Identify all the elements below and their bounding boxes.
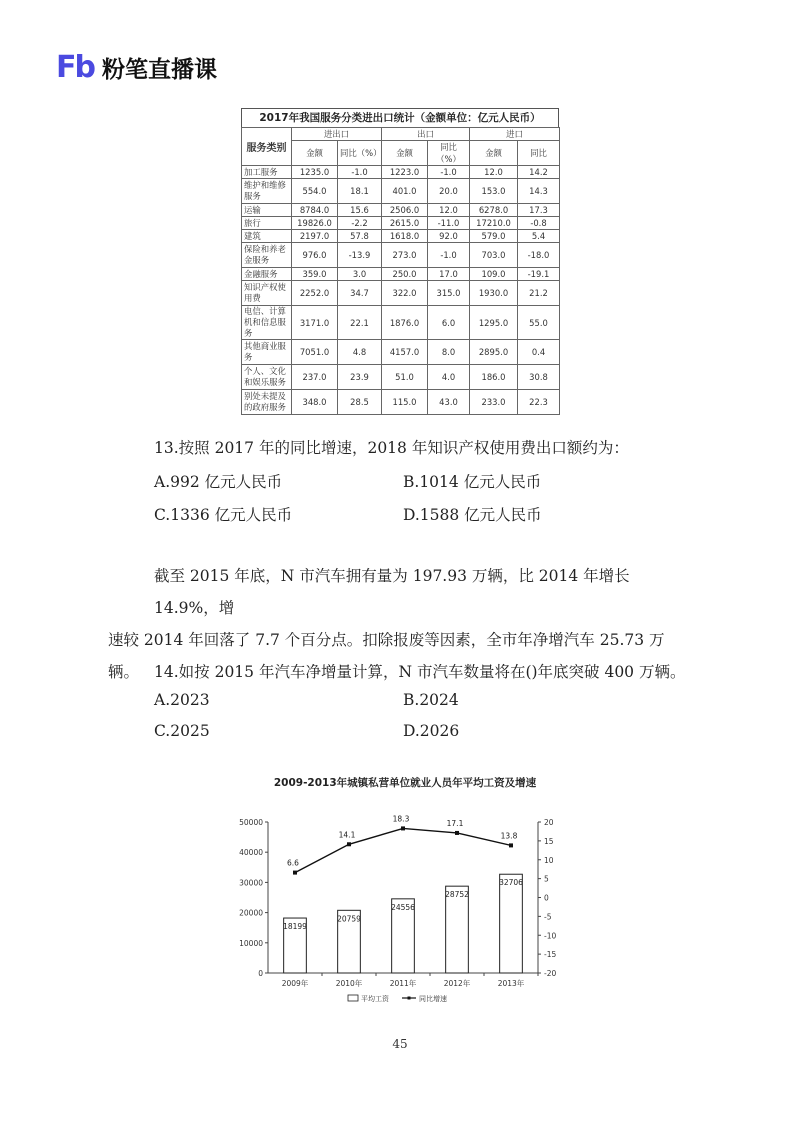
right-tick-label: 0: [544, 893, 549, 903]
brand-name: 粉笔直播课: [101, 56, 217, 83]
legend-line-label: 同比增速: [419, 995, 447, 1003]
table-cell: 17.0: [428, 268, 470, 281]
table-cell: 4.0: [428, 365, 470, 390]
table-row: [242, 268, 560, 281]
brand-mark: Fb: [56, 49, 94, 85]
option-a[interactable]: A.2023: [154, 691, 210, 709]
right-tick-label: -20: [544, 969, 557, 978]
table-cell: 19826.0: [292, 217, 338, 230]
table-cell: 3.0: [338, 268, 382, 281]
growth-line: [295, 828, 511, 872]
table-row: [242, 340, 560, 365]
row-category: 旅行: [242, 217, 292, 230]
growth-label: 13.8: [500, 831, 518, 841]
table-cell: 2197.0: [292, 230, 338, 243]
table-cell: 273.0: [382, 243, 428, 268]
table-row: [242, 204, 560, 217]
left-tick-label: 0: [258, 969, 263, 978]
table-cell: -11.0: [428, 217, 470, 230]
table-cell: 17210.0: [470, 217, 518, 230]
table-cell: 554.0: [292, 179, 338, 204]
table-cell: 2506.0: [382, 204, 428, 217]
table-cell: 348.0: [292, 390, 338, 415]
left-tick-label: 30000: [239, 878, 263, 888]
row-category: 维护和维修服务: [242, 179, 292, 204]
bar-label: 32706: [499, 878, 523, 888]
right-tick-label: -10: [544, 931, 557, 941]
table-cell: -2.2: [338, 217, 382, 230]
growth-label: 17.1: [446, 818, 464, 828]
right-tick-label: 20: [544, 818, 554, 827]
row-category: 运输: [242, 204, 292, 217]
table-cell: 2615.0: [382, 217, 428, 230]
table-row: [242, 230, 560, 243]
table-cell: -1.0: [428, 166, 470, 179]
table-cell: 109.0: [470, 268, 518, 281]
table-cell: 186.0: [470, 365, 518, 390]
stats-table: [241, 127, 560, 415]
bar: [446, 886, 469, 973]
table-cell: 153.0: [470, 179, 518, 204]
growth-label: 14.1: [338, 830, 356, 840]
x-tick-label: 2010年: [335, 979, 363, 988]
page-number: 45: [392, 1037, 408, 1051]
question-14: 14.如按 2015 年汽车净增量计算，N 市汽车数量将在()年底突破 400 万辆。: [154, 663, 686, 681]
table-cell: 322.0: [382, 281, 428, 306]
x-tick-label: 2009年: [281, 979, 309, 988]
sub-header: 金额: [292, 141, 338, 166]
table-body: [242, 166, 560, 415]
table-cell: 5.4: [518, 230, 560, 243]
table-cell: 6.0: [428, 306, 470, 340]
growth-label: 6.6: [287, 858, 299, 868]
growth-point: [455, 831, 459, 835]
table-cell: 1930.0: [470, 281, 518, 306]
right-tick-label: -5: [544, 912, 552, 922]
legend-bar-label: 平均工资: [361, 995, 389, 1003]
growth-point: [509, 843, 513, 847]
table-row: [242, 217, 560, 230]
table-cell: 250.0: [382, 268, 428, 281]
left-tick-label: 50000: [239, 818, 263, 827]
table-cell: -0.8: [518, 217, 560, 230]
table-cell: 401.0: [382, 179, 428, 204]
table-cell: 55.0: [518, 306, 560, 340]
option-c[interactable]: C.2025: [154, 722, 210, 740]
row-category: 建筑: [242, 230, 292, 243]
option-a[interactable]: A.992 亿元人民币: [154, 473, 283, 491]
growth-point: [401, 826, 405, 830]
table-cell: 14.3: [518, 179, 560, 204]
passage-line: 速较 2014 年回落了 7.7 个百分点。扣除报废等因素，全市年净增汽车 25.73 万: [108, 631, 665, 649]
right-tick-label: 10: [544, 855, 554, 865]
table-cell: 115.0: [382, 390, 428, 415]
table-cell: 315.0: [428, 281, 470, 306]
table-cell: 18.1: [338, 179, 382, 204]
sub-header: 同比（%）: [338, 141, 382, 166]
table-cell: 20.0: [428, 179, 470, 204]
table-cell: 57.8: [338, 230, 382, 243]
x-tick-label: 2013年: [497, 979, 525, 988]
row-category: 保险和养老金服务: [242, 243, 292, 268]
row-category: 别处未提及的政府服务: [242, 390, 292, 415]
table-cell: 703.0: [470, 243, 518, 268]
table-cell: 51.0: [382, 365, 428, 390]
question-13: 13.按照 2017 年的同比增速，2018 年知识产权使用费出口额约为：: [154, 439, 629, 457]
table-cell: 4.8: [338, 340, 382, 365]
table-cell: 0.4: [518, 340, 560, 365]
table-cell: -19.1: [518, 268, 560, 281]
table-cell: 8.0: [428, 340, 470, 365]
table-cell: 1876.0: [382, 306, 428, 340]
growth-label: 18.3: [392, 814, 410, 824]
table-row: [242, 179, 560, 204]
option-b[interactable]: B.1014 亿元人民币: [403, 473, 542, 491]
option-c[interactable]: C.1336 亿元人民币: [154, 506, 293, 524]
wage-chart: [230, 810, 590, 1010]
bar-label: 18199: [283, 922, 307, 932]
table-cell: 15.6: [338, 204, 382, 217]
sub-header: 同比（%）: [428, 141, 470, 166]
table-cell: 28.5: [338, 390, 382, 415]
table-cell: 12.0: [470, 166, 518, 179]
table-cell: 17.3: [518, 204, 560, 217]
left-tick-label: 10000: [239, 938, 263, 948]
chart-title: 2009-2013年城镇私营单位就业人员年平均工资及增速: [273, 777, 537, 789]
table-cell: 92.0: [428, 230, 470, 243]
table-row: [242, 166, 560, 179]
table-cell: 30.8: [518, 365, 560, 390]
table-cell: 8784.0: [292, 204, 338, 217]
table-cell: 22.3: [518, 390, 560, 415]
x-tick-label: 2012年: [443, 979, 471, 988]
table-cell: 14.2: [518, 166, 560, 179]
row-category: 加工服务: [242, 166, 292, 179]
right-tick-label: -15: [544, 950, 557, 960]
table-cell: -1.0: [338, 166, 382, 179]
table-cell: 1295.0: [470, 306, 518, 340]
sub-header: 同比: [518, 141, 560, 166]
table-row: [242, 281, 560, 306]
table-cell: 1223.0: [382, 166, 428, 179]
bar: [500, 874, 523, 973]
table-cell: 1235.0: [292, 166, 338, 179]
row-category: 其他商业服务: [242, 340, 292, 365]
row-category: 个人、文化和娱乐服务: [242, 365, 292, 390]
table-cell: 1618.0: [382, 230, 428, 243]
table-cell: 579.0: [470, 230, 518, 243]
table-row: [242, 306, 560, 340]
bar-label: 28752: [445, 890, 469, 900]
row-category: 电信、计算机和信息服务: [242, 306, 292, 340]
option-d[interactable]: D.2026: [403, 722, 460, 740]
table-cell: 12.0: [428, 204, 470, 217]
stats-table-container: [241, 108, 559, 416]
table-cell: -13.9: [338, 243, 382, 268]
legend-line-marker: [408, 997, 411, 1000]
table-cell: 3171.0: [292, 306, 338, 340]
option-b[interactable]: B.2024: [403, 691, 459, 709]
group-header: 进口: [470, 128, 560, 141]
sub-header: 金额: [470, 141, 518, 166]
table-cell: 2895.0: [470, 340, 518, 365]
passage-line: 辆。: [108, 663, 140, 681]
table-row: [242, 390, 560, 415]
option-d[interactable]: D.1588 亿元人民币: [403, 506, 542, 524]
left-tick-label: 20000: [239, 908, 263, 918]
table-cell: 22.1: [338, 306, 382, 340]
category-header: 服务类别: [242, 128, 292, 166]
table-cell: 43.0: [428, 390, 470, 415]
bar-label: 24556: [391, 902, 415, 912]
right-tick-label: 5: [544, 874, 549, 884]
table-title: 2017年我国服务分类进出口统计（金额单位：亿元人民币）: [241, 108, 559, 127]
table-row: [242, 243, 560, 268]
table-cell: 976.0: [292, 243, 338, 268]
table-cell: -18.0: [518, 243, 560, 268]
row-category: 知识产权使用费: [242, 281, 292, 306]
bar-label: 20759: [337, 914, 361, 924]
right-tick-label: 15: [544, 836, 554, 846]
table-cell: 34.7: [338, 281, 382, 306]
sub-header: 金额: [382, 141, 428, 166]
table-cell: 2252.0: [292, 281, 338, 306]
left-tick-label: 40000: [239, 848, 263, 858]
growth-point: [347, 842, 351, 846]
legend-bar-swatch: [348, 995, 358, 1001]
table-cell: 7051.0: [292, 340, 338, 365]
passage-line: 截至 2015 年底，N 市汽车拥有量为 197.93 万辆，比 2014 年增长 14.9%，增: [154, 567, 630, 617]
table-cell: 233.0: [470, 390, 518, 415]
table-cell: 4157.0: [382, 340, 428, 365]
table-cell: 21.2: [518, 281, 560, 306]
table-cell: 6278.0: [470, 204, 518, 217]
brand-logo: [56, 50, 217, 84]
table-cell: 23.9: [338, 365, 382, 390]
growth-point: [293, 871, 297, 875]
table-cell: 237.0: [292, 365, 338, 390]
table-row: [242, 365, 560, 390]
table-cell: 359.0: [292, 268, 338, 281]
row-category: 金融服务: [242, 268, 292, 281]
group-header: 出口: [382, 128, 470, 141]
x-tick-label: 2011年: [389, 979, 417, 988]
group-header: 进出口: [292, 128, 382, 141]
table-cell: -1.0: [428, 243, 470, 268]
